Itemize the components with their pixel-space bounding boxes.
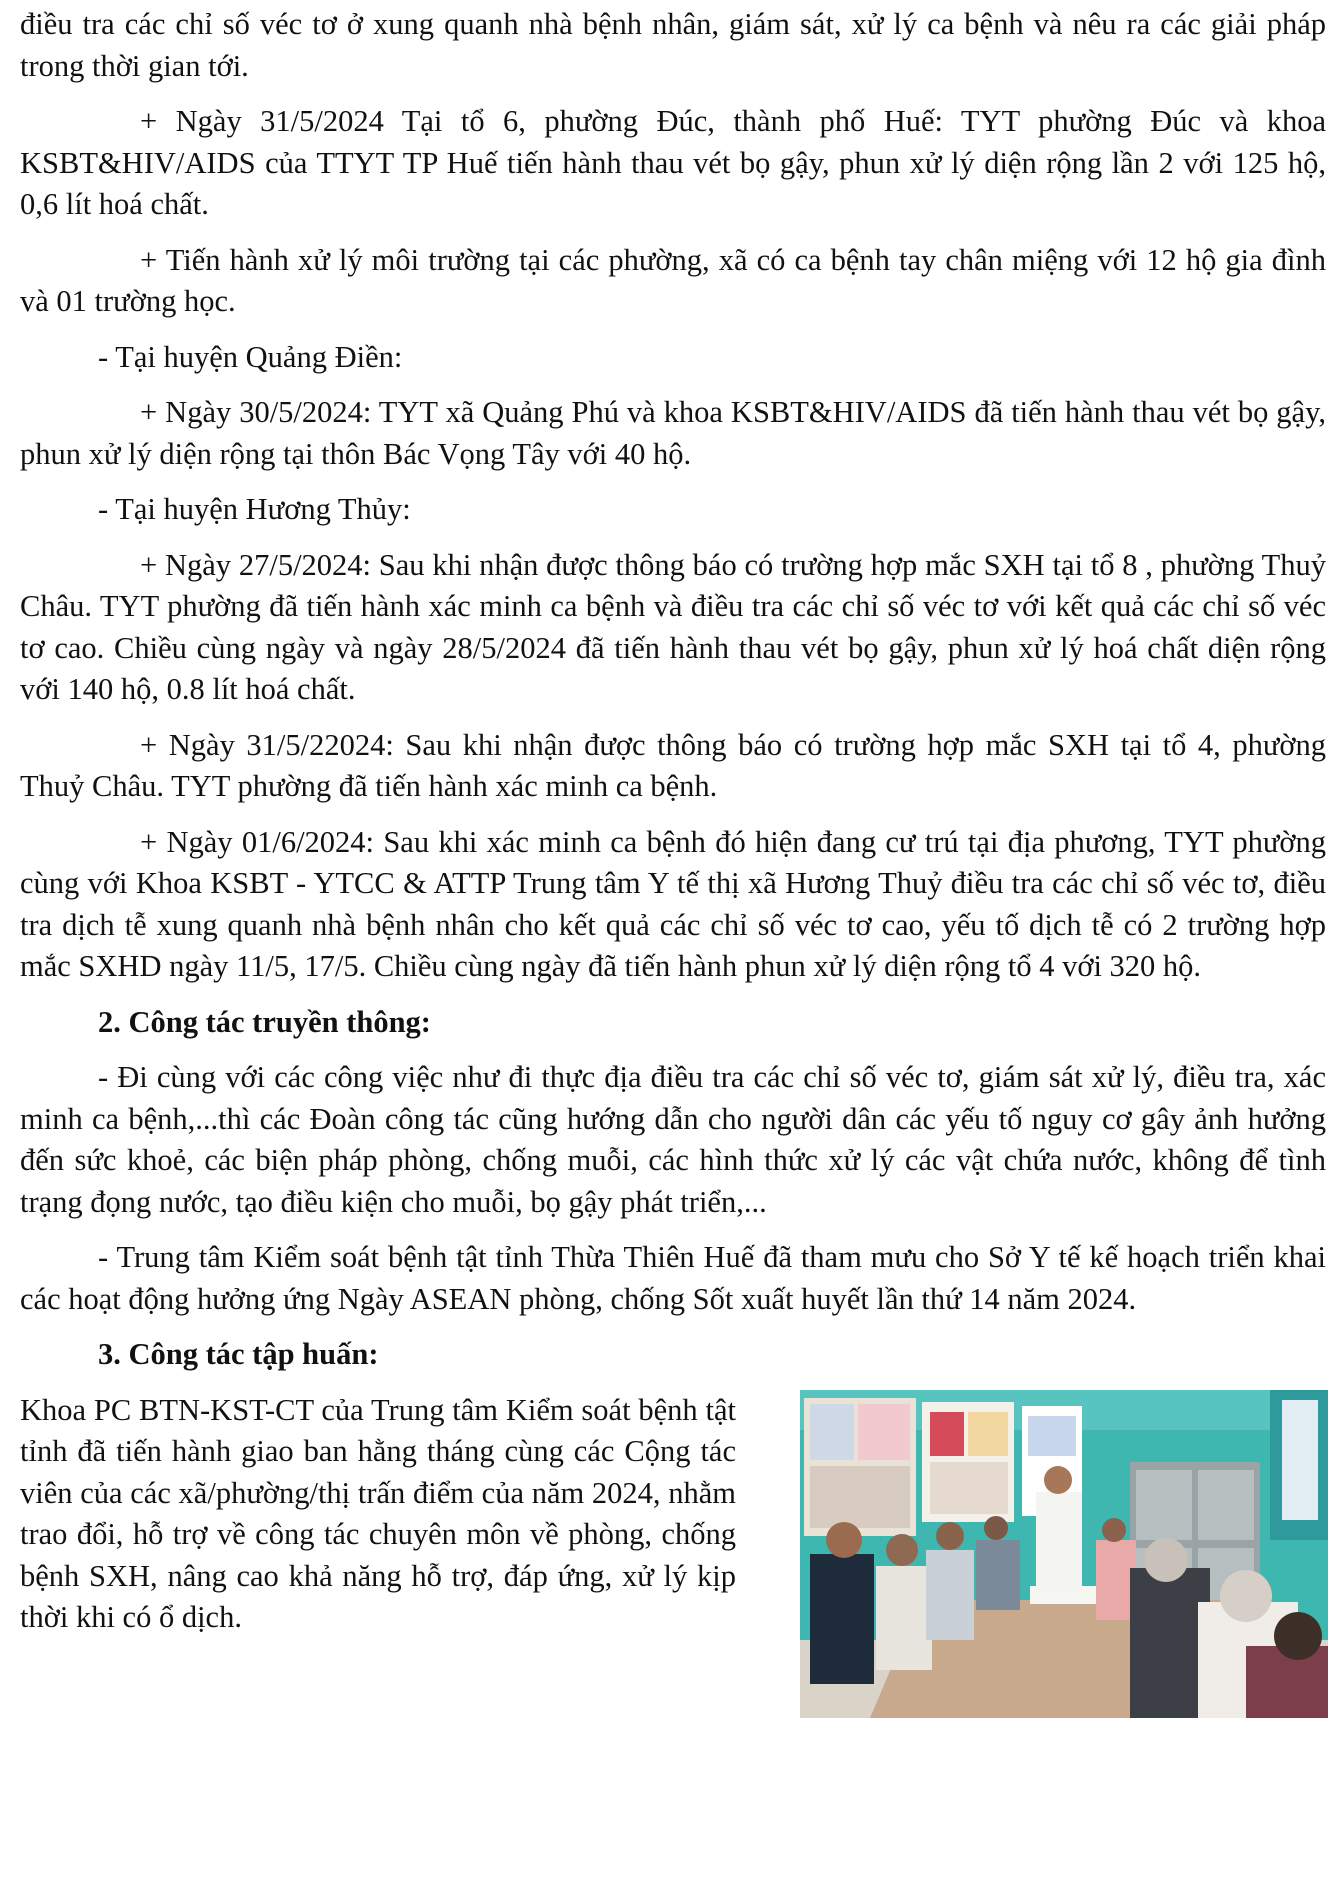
paragraph: + Ngày 31/5/2024 Tại tổ 6, phường Đúc, thành phố Huế: TYT phường Đúc và khoa KSBT&HIV/AIDS của TTYT TP Huế tiến hành thau vét bọ gậy, phun xử lý diện rộng lần 2 với 125 hộ, 0,6 lít hoá chất. bbox=[20, 104, 1326, 221]
paragraph: - Đi cùng với các công việc như đi thực địa điều tra các chỉ số véc tơ, giám sát xử lý, điều tra, xác minh ca bệnh,...thì các Đoàn công tác cũng hướng dẫn cho người dân các yếu tố nguy cơ gây ảnh hưởng đến sức khoẻ, các biện pháp phòng, chống muỗi, các hình thức xử lý các vật chứa nước, không để tình trạng đọng nước, tạo điều kiện cho muỗi, bọ gậy phát triển,... bbox=[20, 1060, 1326, 1219]
meeting-photo bbox=[800, 1390, 1328, 1718]
training-section bbox=[20, 1390, 1326, 1639]
section-heading: 2. Công tác truyền thông: bbox=[98, 1004, 431, 1039]
paragraph: + Ngày 30/5/2024: TYT xã Quảng Phú và khoa KSBT&HIV/AIDS đã tiến hành thau vét bọ gậy, phun xử lý diện rộng tại thôn Bác Vọng Tây với 40 hộ. bbox=[20, 395, 1326, 471]
final-paragraph: Khoa PC BTN-KST-CT của Trung tâm Kiểm soát bệnh tật tỉnh đã tiến hành giao ban hằng tháng cùng các Cộng tác viên của các xã/phường/thị trấn điểm của năm 2024, nhằm trao đổi, hỗ trợ về công tác chuyên môn về phòng, chống bệnh SXH, nâng cao khả năng hỗ trợ, đáp ứng, xử lý kịp thời khi có ổ dịch. bbox=[20, 1392, 736, 1634]
section-heading: 3. Công tác tập huấn: bbox=[98, 1337, 379, 1371]
paragraph: - Tại huyện Quảng Điền: bbox=[98, 339, 403, 374]
paragraph: + Tiến hành xử lý môi trường tại các phường, xã có ca bệnh tay chân miệng với 12 hộ gia đình và 01 trường học. bbox=[20, 242, 1326, 318]
paragraph: - Tại huyện Hương Thủy: bbox=[98, 492, 411, 526]
paragraph: - Trung tâm Kiểm soát bệnh tật tỉnh Thừa Thiên Huế đã tham mưu cho Sở Y tế kế hoạch triển khai các hoạt động hưởng ứng Ngày ASEAN phòng, chống Sốt xuất huyết lần thứ 14 năm 2024. bbox=[20, 1240, 1326, 1316]
paragraph: + Ngày 01/6/2024: Sau khi xác minh ca bệnh đó hiện đang cư trú tại địa phương, TYT phường cùng với Khoa KSBT - YTCC & ATTP Trung tâm Y tế thị xã Hương Thuỷ điều tra các chỉ số véc tơ, điều tra dịch tễ xung quanh nhà bệnh nhân cho kết quả các chỉ số véc tơ cao, yếu tố dịch tễ có 2 trường hợp mắc SXHD ngày 11/5, 17/5. Chiều cùng ngày đã tiến hành phun xử lý diện rộng tổ 4 với 320 hộ. bbox=[20, 824, 1326, 983]
document-body bbox=[20, 4, 1326, 1376]
document-page bbox=[20, 4, 1326, 1639]
paragraph: + Ngày 27/5/2024: Sau khi nhận được thông báo có trường hợp mắc SXH tại tổ 8 , phường Thuỷ Châu. TYT phường đã tiến hành xác minh ca bệnh và điều tra các chỉ số véc tơ với kết quả các chỉ số véc tơ cao. Chiều cùng ngày và ngày 28/5/2024 đã tiến hành thau vét bọ gậy, phun xử lý hoá chất diện rộng với 140 hộ, 0.8 lít hoá chất. bbox=[20, 547, 1326, 706]
paragraph: điều tra các chỉ số véc tơ ở xung quanh nhà bệnh nhân, giám sát, xử lý ca bệnh và nêu ra các giải pháp trong thời gian tới. bbox=[20, 7, 1326, 83]
paragraph: + Ngày 31/5/22024: Sau khi nhận được thông báo có trường hợp mắc SXH tại tổ 4, phường Thuỷ Châu. TYT phường đã tiến hành xác minh ca bệnh. bbox=[20, 727, 1326, 803]
